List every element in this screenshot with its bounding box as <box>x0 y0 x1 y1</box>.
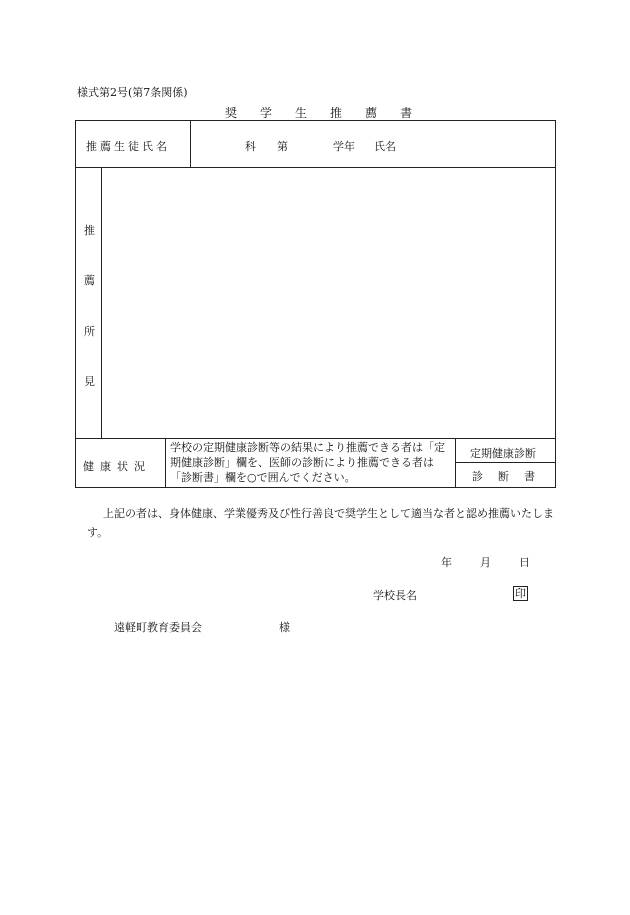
day-label: 日 <box>519 556 530 569</box>
row-divider <box>75 167 556 168</box>
month-label: 月 <box>480 556 491 569</box>
grade-suffix: 学年 <box>333 140 355 153</box>
date-line <box>441 554 530 570</box>
col-divider <box>455 438 456 488</box>
principal-name-label: 学校長名 <box>373 589 417 602</box>
certificate-option[interactable]: 診断書 <box>472 470 550 483</box>
health-instructions: 学校の定期健康診断等の結果により推薦できる者は「定期健康診断」欄を、医師の診断により推薦できる者は「診断書」欄を○で囲んでください。 <box>170 441 445 484</box>
option-divider <box>455 462 556 463</box>
title-char: 推 <box>330 106 344 120</box>
recipient-honorific: 様 <box>279 621 290 634</box>
department-label: 科 <box>245 140 256 153</box>
form-table <box>75 120 556 488</box>
title-char: 生 <box>295 106 309 120</box>
title-char: 薦 <box>365 106 379 120</box>
remarks-label-char: 推 <box>84 224 95 237</box>
seal-mark: 印 <box>515 587 526 600</box>
remarks-label-char: 薦 <box>84 274 95 287</box>
col-divider <box>101 167 102 438</box>
health-status-label: 健康状況 <box>83 460 151 473</box>
col-divider <box>190 120 191 167</box>
title-char: 学 <box>260 106 274 120</box>
recipient-name: 遠軽町教育委員会 <box>114 621 202 634</box>
title-char: 書 <box>400 106 414 120</box>
remarks-label-char: 見 <box>84 375 95 388</box>
student-name-label: 推薦生徒氏名 <box>86 140 170 153</box>
recommendation-statement: 上記の者は、身体健康、学業優秀及び性行善良で奨学生として適当な者と認め推薦いたします。 <box>87 507 554 539</box>
year-label: 年 <box>441 556 452 569</box>
col-divider <box>165 438 166 488</box>
form-reference: 様式第2号(第7条関係) <box>77 86 188 99</box>
student-name-field-label: 氏名 <box>374 140 396 153</box>
document-title <box>225 104 435 121</box>
row-divider <box>75 438 556 439</box>
title-char: 奨 <box>225 106 239 120</box>
checkup-option[interactable]: 定期健康診断 <box>470 447 536 460</box>
student-fields <box>245 138 396 154</box>
remarks-label-char: 所 <box>84 325 95 338</box>
grade-prefix: 第 <box>277 140 288 153</box>
